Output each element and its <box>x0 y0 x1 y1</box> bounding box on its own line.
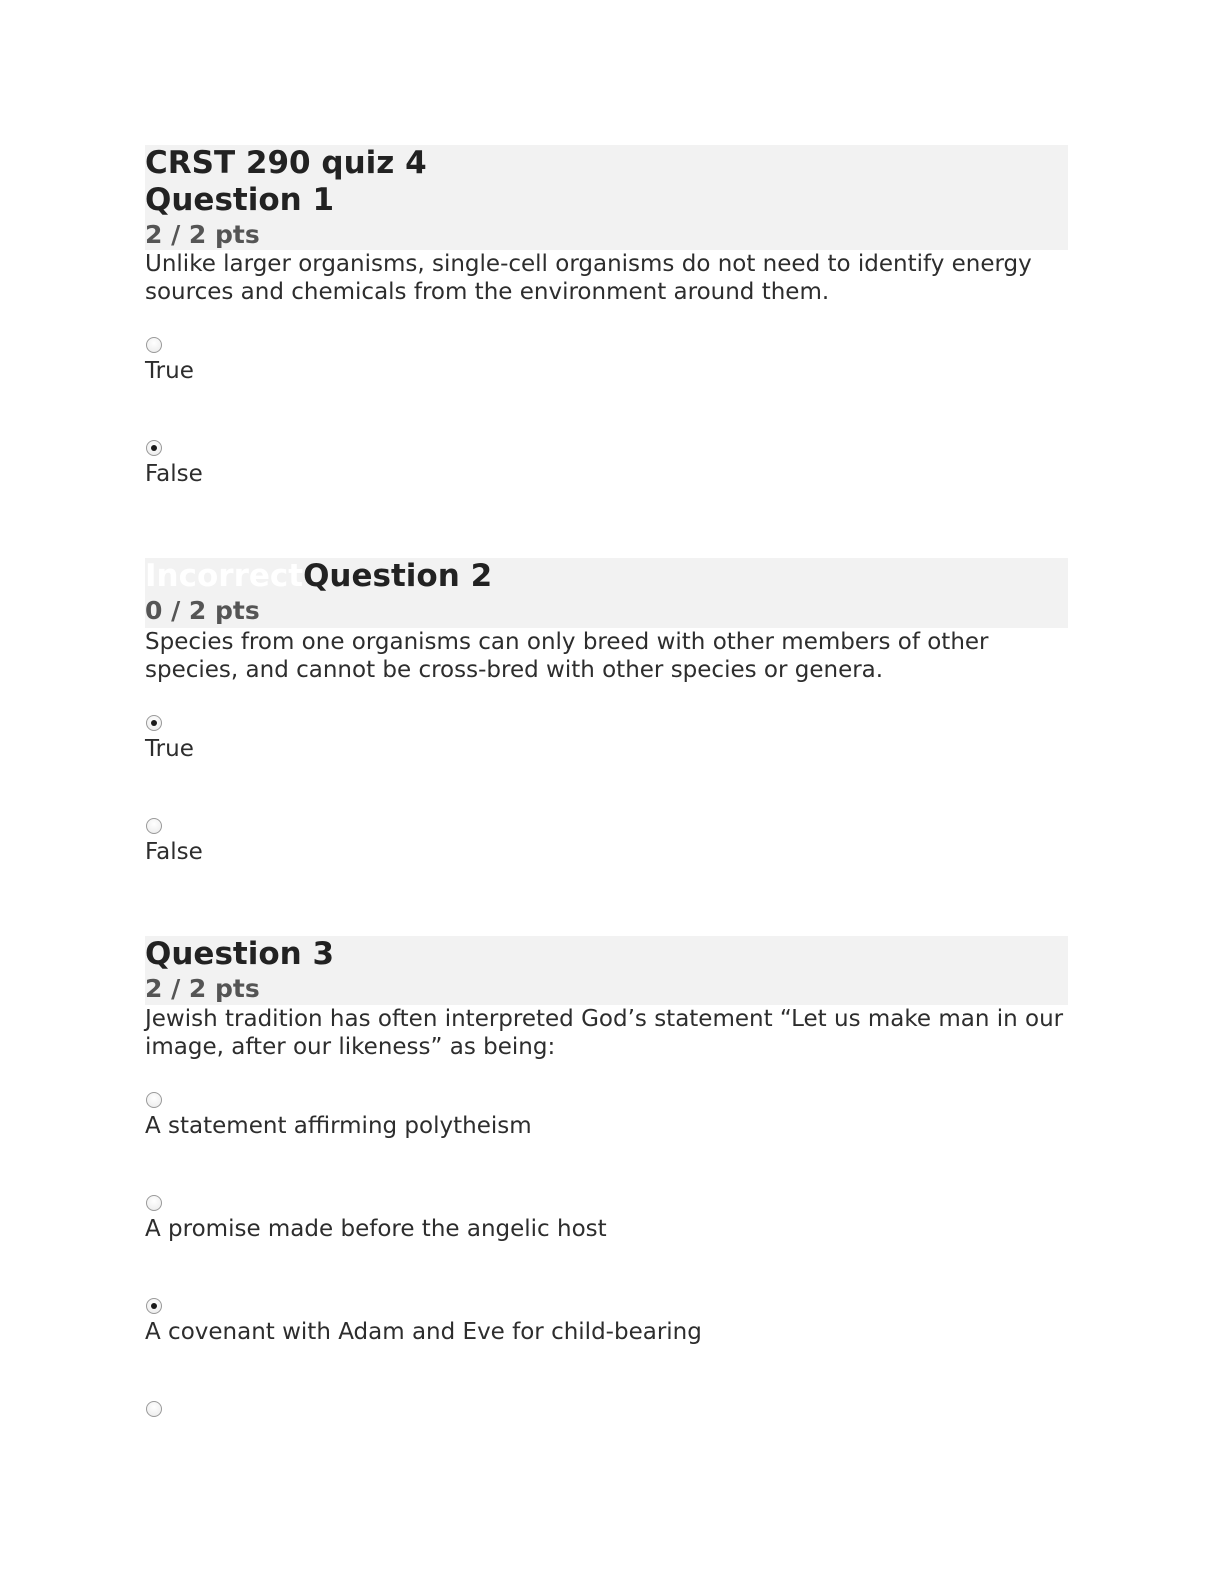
radio-button[interactable] <box>146 818 162 834</box>
question-1-answers <box>145 334 1068 540</box>
answer-option[interactable] <box>145 815 1068 918</box>
question-3-header <box>145 936 1068 1005</box>
question-1-score: 2 / 2 pts <box>145 220 260 249</box>
question-1 <box>145 145 1068 540</box>
question-1-header <box>145 145 1068 250</box>
question-2 <box>145 558 1068 918</box>
answer-label: A covenant with Adam and Eve for child-bearing <box>145 1319 702 1345</box>
radio-button-selected[interactable] <box>146 715 162 731</box>
question-2-answers <box>145 712 1068 918</box>
answer-option[interactable] <box>145 1398 1068 1438</box>
answer-label: True <box>145 358 194 384</box>
question-1-text: Unlike larger organisms, single-cell organisms do not need to identify energy sources and chemicals from the environment around them. <box>145 251 1032 305</box>
question-2-header <box>145 558 1068 628</box>
answer-label: A promise made before the angelic host <box>145 1216 607 1242</box>
question-1-title: Question 1 <box>145 182 335 218</box>
answer-label: False <box>145 461 203 487</box>
question-3-text: Jewish tradition has often interpreted God’s statement “Let us make man in our image, after our likeness” as being: <box>145 1006 1064 1060</box>
radio-button[interactable] <box>146 337 162 353</box>
radio-button-selected[interactable] <box>146 440 162 456</box>
answer-option[interactable] <box>145 712 1068 815</box>
question-3-title: Question 3 <box>145 936 335 972</box>
answer-option[interactable] <box>145 1192 1068 1295</box>
question-2-title-text: Question 2 <box>303 558 493 594</box>
quiz-title: CRST 290 quiz 4 <box>145 145 427 181</box>
answer-option[interactable] <box>145 334 1068 437</box>
answer-option[interactable] <box>145 1089 1068 1192</box>
incorrect-status: Incorrect <box>145 558 304 594</box>
answer-option[interactable] <box>145 1295 1068 1398</box>
answer-label: True <box>145 736 194 762</box>
answer-option[interactable] <box>145 437 1068 540</box>
question-3-answers <box>145 1089 1068 1438</box>
answer-label: A statement affirming polytheism <box>145 1113 532 1139</box>
question-2-title <box>145 558 1068 595</box>
question-3 <box>145 936 1068 1438</box>
radio-button[interactable] <box>146 1195 162 1211</box>
radio-button[interactable] <box>146 1092 162 1108</box>
question-2-text: Species from one organisms can only breed with other members of other species, and cannot be cross-bred with other species or genera. <box>145 629 989 683</box>
question-3-score: 2 / 2 pts <box>145 974 260 1003</box>
question-2-score: 0 / 2 pts <box>145 596 260 625</box>
answer-label: False <box>145 839 203 865</box>
radio-button[interactable] <box>146 1401 162 1417</box>
radio-button-selected[interactable] <box>146 1298 162 1314</box>
